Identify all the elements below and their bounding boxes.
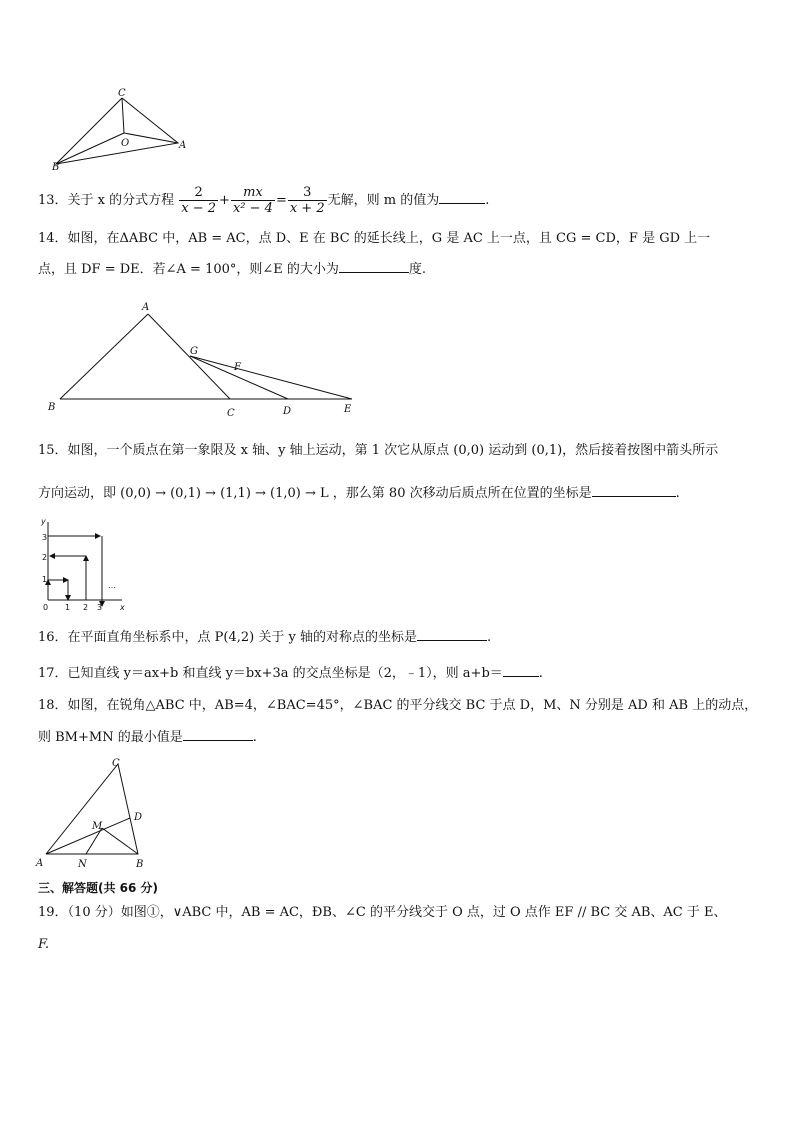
triangle-abc [46, 764, 138, 854]
label-c: C [118, 88, 126, 99]
q13-plus: + [219, 193, 230, 208]
figure-q14 [44, 298, 364, 420]
question-16 [38, 628, 491, 647]
q18-answer-blank[interactable] [183, 728, 253, 741]
question-17 [38, 664, 543, 683]
origin-label: 0 [43, 603, 49, 612]
question-19-line-1: 19．（10 分）如图①，∨ABC 中，AB = AC，ÐB、∠C 的平分线交于 O 点，过 O 点作 EF // BC 交 AB、AC 于 E、 [38, 905, 727, 920]
label-e: E [344, 404, 352, 415]
label-d: D [283, 406, 292, 417]
q18-end: . [252, 730, 257, 745]
x-axis-label: x [120, 603, 125, 612]
q16-answer-blank[interactable] [417, 628, 487, 641]
segment-bo [56, 133, 124, 164]
q17-text: 17．已知直线 y＝ax+b 和直线 y＝bx+3a 的交点坐标是（2，﹣1），则 a+b＝ [38, 666, 503, 681]
q14-text: 点，且 DF = DE．若∠A = 100°，则∠E 的大小为 [38, 262, 339, 277]
figure-triangle-o [48, 86, 198, 176]
q13-f3-numerator: 3 [288, 185, 327, 201]
q15-text: 方向运动，即 (0,0) → (0,1) → (1,1) → (1,0) → L ，那么第 80 次移动后质点所在位置的坐标是 [38, 486, 592, 501]
question-14-line-2 [38, 260, 426, 279]
label-g: G [190, 346, 198, 357]
question-18-line-1: 18．如图，在锐角△ABC 中，AB=4，∠BAC=45°，∠BAC 的平分线交 BC 于点 D，M、N 分别是 AD 和 AB 上的动点， [38, 698, 758, 713]
q13-suffix: 无解，则 m 的值为 [327, 193, 440, 208]
q15-end: . [675, 486, 680, 501]
question-15-line-2 [38, 484, 680, 503]
question-14-line-1: 14．如图，在ΔABC 中，AB = AC，点 D、E 在 BC 的延长线上，G 是 AC 上一点，且 CG = CD，F 是 GD 上一 [38, 231, 711, 246]
label-c: C [227, 408, 235, 419]
path-step-4 [68, 556, 86, 600]
y-axis-label: y [41, 517, 46, 526]
q14-answer-blank[interactable] [339, 260, 409, 273]
y-tick-3: 3 [42, 533, 48, 542]
label-a: A [179, 140, 187, 151]
x-tick-1: 1 [65, 603, 71, 612]
q13-prefix: 13．关于 x 的分式方程 [38, 193, 175, 208]
label-m: M [92, 821, 103, 832]
label-a: A [142, 302, 150, 313]
label-c: C [112, 758, 120, 769]
segment-ab [60, 314, 148, 399]
label-a: A [36, 858, 44, 869]
q16-end: . [486, 630, 492, 645]
segment-ge-through-f [190, 356, 352, 399]
bisector-ad [46, 818, 130, 854]
q13-fraction-2 [231, 185, 275, 216]
label-d: D [134, 812, 143, 823]
label-b: B [52, 162, 60, 173]
section-title: 三、解答题(共 66 分) [38, 881, 159, 895]
ellipsis: … [108, 581, 116, 590]
y-tick-1: 1 [42, 575, 48, 584]
q13-f1-numerator: 2 [179, 185, 218, 201]
q13-fraction-1 [179, 185, 218, 216]
q17-answer-blank[interactable] [503, 664, 539, 677]
q13-fraction-3 [288, 185, 327, 216]
q13-f2-denominator: x² − 4 [232, 201, 273, 216]
question-19-line-2: F. [38, 937, 50, 952]
q16-text: 16．在平面直角坐标系中，点 P(4,2) 关于 y 轴的对称点的坐标是 [38, 630, 417, 645]
label-b: B [48, 402, 56, 413]
question-13 [38, 185, 489, 216]
question-15-line-1: 15．如图，一个质点在第一象限及 x 轴、y 轴上运动，第 1 次它从原点 (0,0) 运动到 (0,1)，然后接着按图中箭头所示 [38, 443, 719, 458]
figure-q18 [34, 754, 164, 872]
figure-q15 [38, 516, 134, 614]
y-tick-2: 2 [42, 553, 48, 562]
q13-answer-blank[interactable] [439, 191, 485, 204]
segment-ac [148, 314, 230, 399]
segment-co [122, 98, 124, 133]
segment-ao [124, 133, 178, 143]
q14-end: 度. [408, 262, 427, 277]
question-18-line-2 [38, 728, 257, 747]
label-n: N [78, 859, 87, 870]
label-b: B [136, 859, 144, 870]
path-step-6 [48, 536, 100, 556]
q15-answer-blank[interactable] [592, 484, 676, 497]
x-tick-3: 3 [97, 603, 103, 612]
q13-equals: = [275, 193, 287, 208]
q13-end: . [485, 193, 490, 208]
triangle-outline [56, 98, 178, 164]
label-f: F [234, 362, 241, 373]
label-o: O [121, 138, 130, 149]
q13-f1-denominator: x − 2 [181, 201, 217, 216]
q18-text: 则 BM+MN 的最小值是 [38, 730, 183, 745]
q13-f3-denominator: x + 2 [289, 201, 325, 216]
x-tick-2: 2 [83, 603, 89, 612]
q17-end: . [538, 666, 543, 681]
q13-f2-numerator: mx [231, 185, 275, 201]
